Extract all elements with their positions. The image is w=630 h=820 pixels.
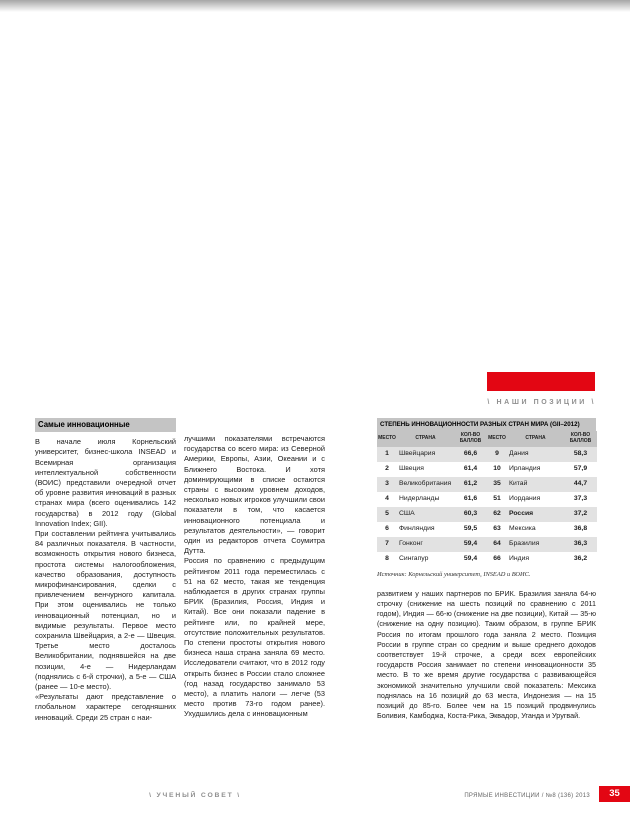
table-row: [377, 462, 597, 477]
country-cell-russia: Россия: [507, 507, 564, 522]
country-cell: Швеция: [399, 464, 424, 472]
place-cell-russia: 62: [487, 507, 507, 522]
country-cell: Мексика: [509, 524, 536, 532]
article-paragraph: развитием у наших партнеров по БРИК. Бразилия заняла 64-ю строчку (снижение на шесть позиций по сравнению с 2011 годом), Индия — 66-ю (снижение на две позиции), Китай — 35-ю (снижение на одну позицию). Таким образом, в группе БРИК Россия по итогам прошлого года заняла 2 место. Позиция России в группе стран со средним и выше среднего доходов соответствует 19-й строчке, а среди всех европейских государств Россия занимает по степени инновационности 35 место. В то же время другие государства с развивающейся экономикой значительно улучшили свой показатель: Мексика поднялась на 16 позиций до 63 места, Индонезия — на 15 позиций до 85-го. Более чем на 15 позиций продвинулись Боливия, Камбоджа, Коста-Рика, Эквадор, Уганда и Уругвай.: [377, 588, 596, 721]
country-cell: Китай: [507, 477, 564, 492]
article-paragraph: «Результаты дают представление о глобальном характере сегодняшних инноваций. Среди 25 стран с наи-: [35, 692, 176, 722]
place-cell: 66: [493, 554, 501, 562]
score-cell: 60,3: [454, 507, 487, 522]
country-cell: США: [397, 507, 454, 522]
score-cell: 57,9: [573, 464, 588, 472]
red-accent-bar: [487, 372, 595, 391]
place-cell: 51: [493, 494, 501, 502]
score-cell: 37,3: [573, 494, 588, 502]
score-cell-russia: 37,2: [564, 507, 597, 522]
score-cell: 66,6: [454, 447, 487, 462]
score-cell: 59,4: [454, 537, 487, 552]
country-cell: Швейцария: [397, 447, 454, 462]
table-header-row: [377, 431, 597, 447]
col-header-score-left: КОЛ-ВО БАЛЛОВ: [454, 431, 487, 447]
score-cell: 36,2: [573, 554, 588, 562]
innovation-ranking-table: [377, 431, 597, 567]
footer-section-name: \ УЧЕНЫЙ СОВЕТ \: [149, 792, 241, 799]
table-row: [377, 477, 597, 492]
score-cell: 61,6: [463, 494, 478, 502]
table-row: [377, 522, 597, 537]
col-header-place-left: МЕСТО: [377, 431, 397, 447]
score-cell: 58,3: [564, 447, 597, 462]
article-column-2: [184, 434, 325, 720]
table-source: Источник: Корнельский университет, INSEAD и ВОИС.: [377, 570, 531, 578]
table-row: [377, 447, 597, 462]
footer-issue-info: ПРЯМЫЕ ИНВЕСТИЦИИ / №8 (136) 2013: [464, 793, 590, 799]
country-cell: Великобритания: [397, 477, 454, 492]
score-cell: 59,4: [463, 554, 478, 562]
table-row: [377, 552, 597, 567]
place-cell: 64: [487, 537, 507, 552]
country-cell: Гонконг: [397, 537, 454, 552]
place-cell: 9: [487, 447, 507, 462]
article-paragraph: При составлении рейтинга учитывались 84 различных показателя. В частности, возможность открытия нового бизнеса, простота системы налогообложения, качество образования, доступность микрофинансирования, сделки с привлечением венчурного капитала. При этом оценивались не только инновационный потенциал, но и видимые результаты. Первое место сохранила Швейцария, а 2-е — Швеция. Третье место досталось Великобритании, поднявшейся на две позиции, 4-е — Нидерландам (поднялись с 6-й строчки), а 5-е — США (ранее — 10-е место).: [35, 529, 176, 692]
article-paragraph: лучшими показателями встречаются государства со всего мира: из Северной Америки, Европы, Азии, Океании и с Ближнего Востока. И хотя доминирующими в списке остаются страны с высоким уровнем доходов, несколько новых игроков улучшили свои показатели в том, что касается инновационного потенциала и результатов деятельности», — говорит один из редакторов отчета Соумитра Дутта.: [184, 434, 325, 556]
col-header-country-right: СТРАНА: [507, 431, 564, 447]
article-paragraph: В начале июля Корнельский университет, бизнес-школа INSEAD и Всемирная организация интеллектуальной собственности (ВОИС) представили очередной отчет об уровне развития инноваций в разных странах мира (всего оценивались 142 государства) в 2012 году (Global Innovation Index; GII).: [35, 437, 176, 528]
country-cell: Бразилия: [507, 537, 564, 552]
score-cell: 44,7: [564, 477, 597, 492]
score-cell: 36,3: [564, 537, 597, 552]
country-cell: Финляндия: [399, 524, 435, 532]
score-cell: 36,8: [573, 524, 588, 532]
place-cell: 3: [377, 477, 397, 492]
col-header-country-left: СТРАНА: [397, 431, 454, 447]
article-heading: Самые инновационные: [35, 418, 176, 432]
place-cell: 7: [377, 537, 397, 552]
table-row: [377, 537, 597, 552]
country-cell: Сингапур: [399, 554, 429, 562]
place-cell: 2: [385, 464, 389, 472]
table-title: СТЕПЕНЬ ИННОВАЦИОННОСТИ РАЗНЫХ СТРАН МИРА (GII–2012): [377, 418, 596, 431]
place-cell: 10: [493, 464, 501, 472]
table-row: [377, 492, 597, 507]
table-row-russia: [377, 507, 597, 522]
place-cell: 35: [487, 477, 507, 492]
country-cell: Индия: [509, 554, 530, 562]
country-cell: Иордания: [509, 494, 541, 502]
score-cell: 61,2: [454, 477, 487, 492]
place-cell: 8: [385, 554, 389, 562]
place-cell: 1: [377, 447, 397, 462]
col-header-place-right: МЕСТО: [487, 431, 507, 447]
place-cell: 63: [493, 524, 501, 532]
place-cell: 4: [385, 494, 389, 502]
page-number-badge: 35: [599, 786, 630, 802]
section-label: \ НАШИ ПОЗИЦИИ \: [487, 399, 596, 406]
place-cell: 6: [385, 524, 389, 532]
col-header-score-right: КОЛ-ВО БАЛЛОВ: [564, 431, 597, 447]
article-column-3: [377, 418, 596, 721]
article-column-1: [35, 418, 176, 723]
country-cell: Ирландия: [509, 464, 541, 472]
country-cell: Дания: [507, 447, 564, 462]
place-cell: 5: [377, 507, 397, 522]
page-top-edge: [0, 0, 630, 12]
article-paragraph: Россия по сравнению с предыдущим рейтингом 2011 года переместилась с 51 на 62 место, такая же тенденция наблюдается в других странах группы БРИК (Бразилия, Россия, Индия и Китай). Все они показали падение в рейтинге или, по крайней мере, отсутствие положительных результатов. По степени простоты открытия нового бизнеса наша страна заняла 69 место. Исследователи считают, что в 2012 году открыть бизнес в России стало сложнее (год назад государство занимало 53 место), а платить налоги — легче (53 место против 73-го годом ранее). Ухудшились дела с инновационным: [184, 556, 325, 719]
score-cell: 61,4: [463, 464, 478, 472]
country-cell: Нидерланды: [399, 494, 440, 502]
score-cell: 59,5: [463, 524, 478, 532]
